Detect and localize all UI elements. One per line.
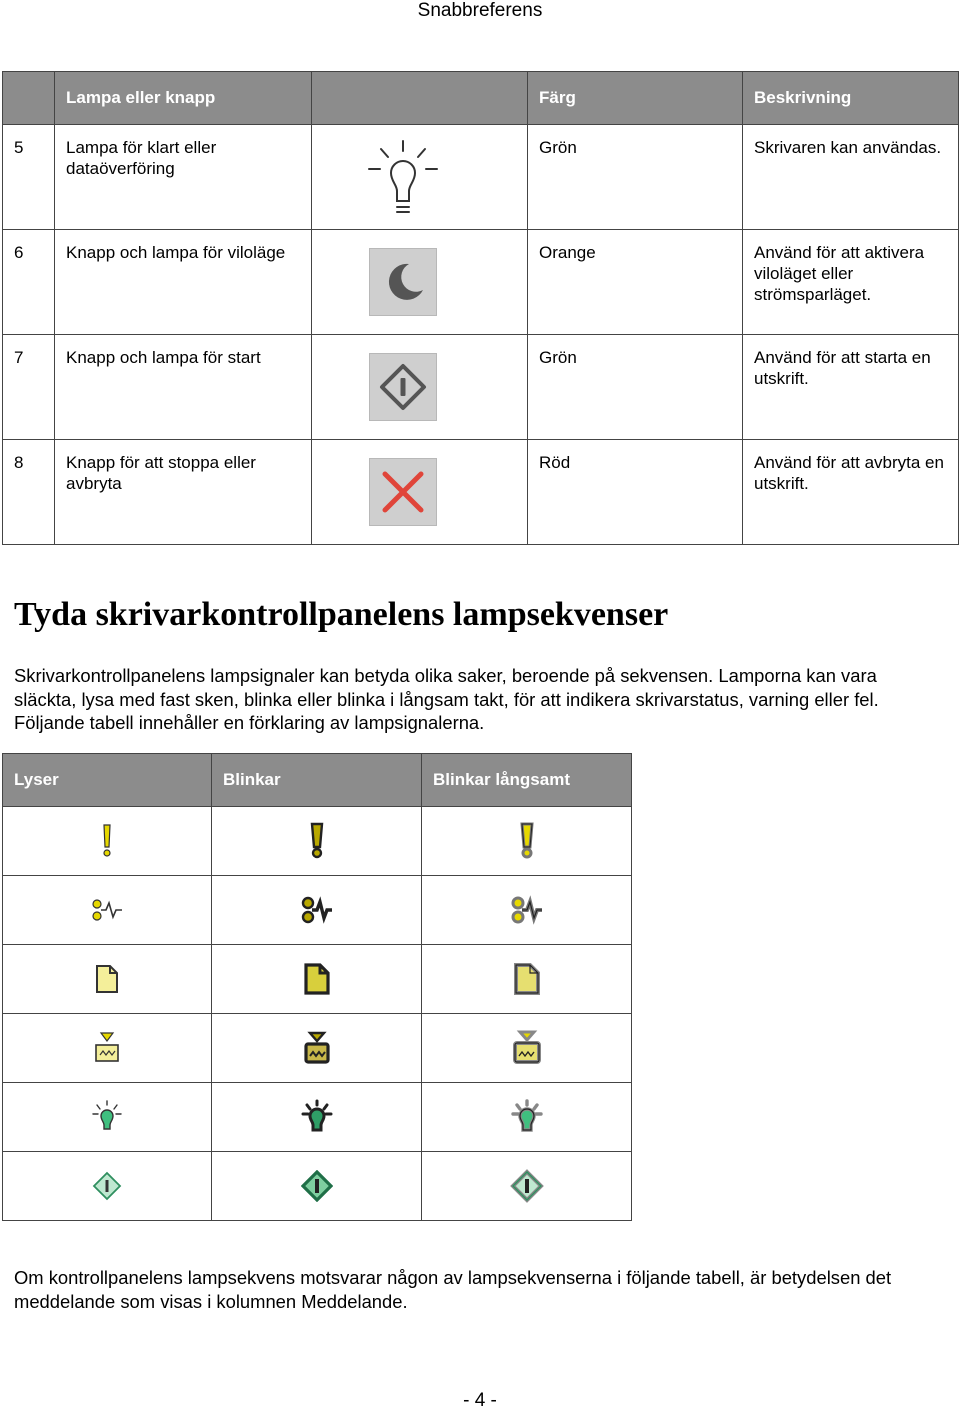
row-description: Skrivaren kan användas. [743, 125, 959, 230]
start-icon [510, 1169, 544, 1203]
jam-icon [89, 896, 125, 924]
header-color: Färg [528, 72, 743, 125]
table-row [3, 807, 632, 876]
header-lyser: Lyser [3, 754, 212, 807]
header-lamp-or-button: Lampa eller knapp [55, 72, 312, 125]
row-color: Grön [528, 335, 743, 440]
table-row [3, 230, 959, 335]
outro-paragraph: Om kontrollpanelens lampsekvens motsvarar någon av lampsekvenserna i följande tabell, är betydelsen det meddelande som visas i kolumnen Meddelande. [14, 1267, 892, 1312]
running-header: Snabbreferens [417, 0, 543, 21]
jam-icon [299, 895, 335, 925]
header-description: Beskrivning [743, 72, 959, 125]
section-title: Tyda skrivarkontrollpanelens lampsekvenser [14, 596, 669, 633]
jam-icon [509, 895, 545, 925]
paper-icon [94, 963, 120, 995]
row-description: Använd för att aktivera viloläget eller strömsparläget. [743, 230, 959, 335]
lamp-table-header-row [3, 754, 632, 807]
lightbulb-icon [363, 137, 443, 217]
table-row [3, 1083, 632, 1152]
paper-icon [303, 962, 331, 996]
page-number: - 4 - [463, 1390, 497, 1411]
row-description: Använd för att starta en utskrift. [743, 335, 959, 440]
table-row [3, 335, 959, 440]
exclamation-icon [97, 823, 117, 859]
ready-bulb-icon [91, 1100, 123, 1134]
stop-button[interactable] [369, 458, 437, 526]
start-button[interactable] [369, 353, 437, 421]
toner-icon [302, 1030, 332, 1066]
intro-paragraph: Skrivarkontrollpanelens lampsignaler kan betyda olika saker, beroende på sekvensen. Lamporna kan vara släckta, lysa med fast sken, blinka eller blinka i långsam takt, för att indikera skrivarstatus, varning eller fel. Följande tabell innehåller en förklaring av lampsignalerna. [14, 665, 879, 733]
control-table-header-row [3, 72, 959, 125]
lamp-sequence-table [2, 753, 632, 1221]
sleep-button[interactable] [369, 248, 437, 316]
start-icon [92, 1171, 122, 1201]
control-panel-table [2, 71, 959, 545]
table-row [3, 1152, 632, 1221]
header-blinkar-langsamt: Blinkar långsamt [422, 754, 632, 807]
header-icon [312, 72, 528, 125]
row-color: Röd [528, 440, 743, 545]
table-row [3, 1014, 632, 1083]
row-description: Använd för att avbryta en utskrift. [743, 440, 959, 545]
exclamation-icon [305, 822, 329, 860]
paper-icon [512, 961, 542, 997]
row-color: Grön [528, 125, 743, 230]
stop-x-icon [378, 467, 428, 517]
row-number: 8 [3, 440, 55, 545]
row-color: Orange [528, 230, 743, 335]
start-icon [301, 1170, 333, 1202]
header-blinkar: Blinkar [212, 754, 422, 807]
row-name: Knapp och lampa för start [55, 335, 312, 440]
start-diamond-icon [377, 361, 429, 413]
row-name: Lampa för klart eller dataöverföring [55, 125, 312, 230]
row-number: 7 [3, 335, 55, 440]
moon-icon [379, 258, 427, 306]
table-row [3, 125, 959, 230]
toner-icon [511, 1029, 543, 1067]
table-row [3, 945, 632, 1014]
table-row [3, 876, 632, 945]
exclamation-icon [514, 822, 540, 860]
toner-icon [92, 1031, 122, 1065]
row-name: Knapp för att stoppa eller avbryta [55, 440, 312, 545]
table-row [3, 440, 959, 545]
ready-bulb-icon [510, 1099, 544, 1135]
row-number: 6 [3, 230, 55, 335]
ready-bulb-icon [300, 1099, 334, 1135]
header-num [3, 72, 55, 125]
row-name: Knapp och lampa för viloläge [55, 230, 312, 335]
row-number: 5 [3, 125, 55, 230]
